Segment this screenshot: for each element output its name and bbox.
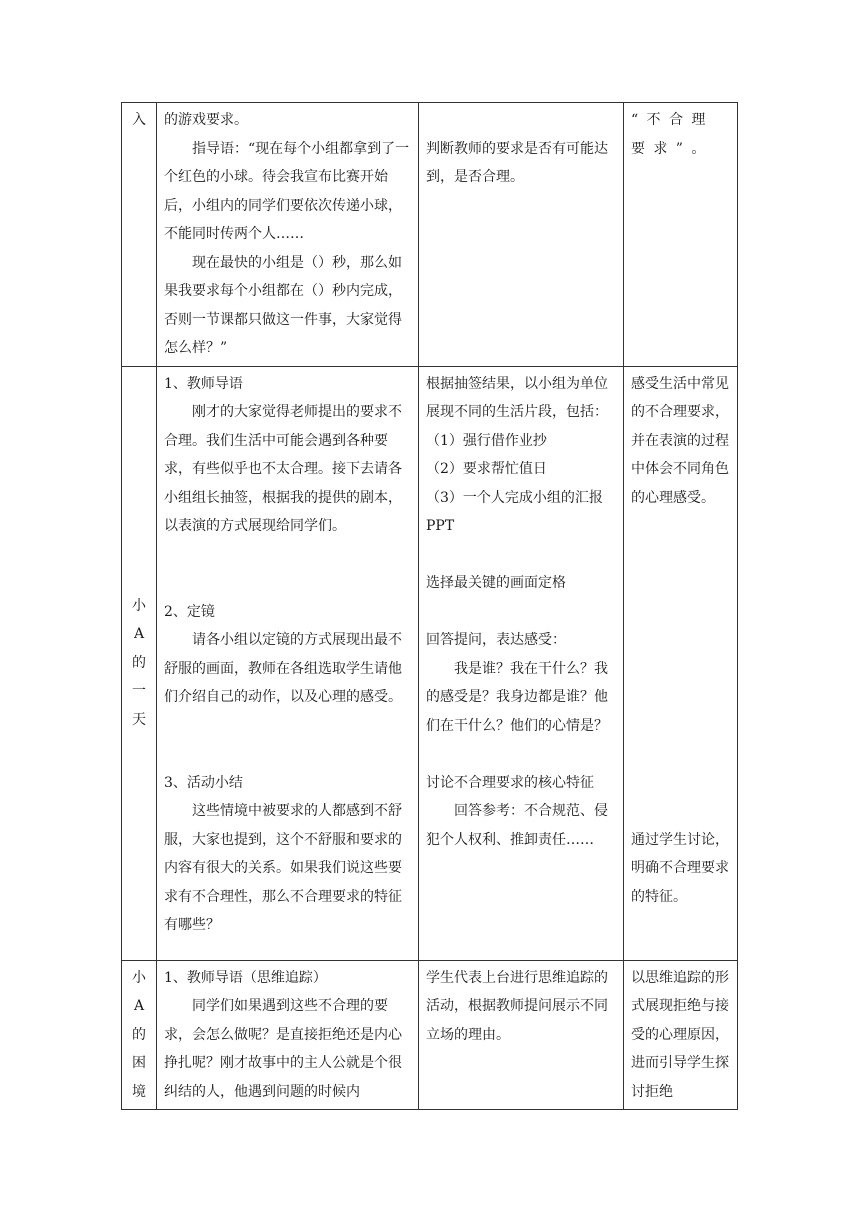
paragraph: 以思维追踪的形式展现拒绝与接受的心理原因，进而引导学生探讨拒绝 — [631, 969, 729, 1100]
list-item: （1）强行借作业抄 — [426, 432, 547, 449]
intent-cell — [624, 366, 738, 960]
table-row — [122, 960, 738, 1110]
table-row — [122, 103, 738, 367]
paragraph: 同学们如果遇到这些不合理的要求，会怎么做呢？是直接拒绝还是内心挣扎呢？刚才故事中的主人公就是个很纠结的人，他遇到问题的时候内 — [164, 998, 402, 1100]
paragraph: 指导语：“现在每个小组都拿到了一个红色的小球。待会我宣布比赛开始后，小组内的同学们要依次传递小球，不能同时传两个人…… — [164, 140, 410, 242]
list-item: （3）一个人完成小组的汇报PPT — [426, 489, 603, 534]
stage-label: 小A的困境 — [132, 969, 146, 1100]
paragraph: 选择最关键的画面定格 — [426, 575, 566, 591]
table-row — [122, 366, 738, 960]
paragraph: 我是谁？我在干什么？我的感受是？我身边都是谁？他们在干什么？他们的心情是？ — [426, 660, 608, 734]
activity-cell — [157, 366, 419, 960]
stage-cell — [122, 366, 157, 960]
activity-cell — [157, 960, 419, 1110]
paragraph: “不合理要求”。 — [631, 112, 714, 157]
step-title: 1、教师导语 — [164, 375, 243, 392]
step-title: 2、定镜 — [164, 603, 215, 620]
paragraph: 回答参考：不合规范、侵犯个人权利、推卸责任…… — [426, 803, 608, 848]
student-cell — [419, 366, 624, 960]
paragraph: 的游戏要求。 — [164, 112, 248, 128]
stage-cell — [122, 960, 157, 1110]
paragraph: 通过学生讨论，明确不合理要求的特征。 — [631, 831, 729, 905]
activity-cell — [157, 103, 419, 367]
student-cell — [419, 960, 624, 1110]
paragraph: 学生代表上台进行思维追踪的活动，根据教师提问展示不同立场的理由。 — [426, 969, 608, 1043]
paragraph: 现在最快的小组是（）秒，那么如果我要求每个小组都在（）秒内完成，否则一节课都只做这一件事，大家觉得怎么样？” — [164, 254, 402, 356]
paragraph: 请各小组以定镜的方式展现出最不舒服的画面，教师在各组选取学生请他们介绍自己的动作，以及心理的感受。 — [164, 632, 402, 705]
paragraph: 根据抽签结果，以小组为单位展现不同的生活片段，包括： — [426, 375, 608, 420]
lesson-plan-table — [121, 102, 738, 1110]
step-title: 1、教师导语（思维追踪） — [164, 969, 327, 986]
paragraph: 这些情境中被要求的人都感到不舒服，大家也提到，这个不舒服和要求的内容有很大的关系。如果我们说这些要求有不合理性，那么不合理要求的特征有哪些？ — [164, 803, 402, 933]
stage-label: 小A的一天 — [132, 597, 146, 728]
stage-label: 入 — [132, 112, 146, 128]
list-item: （2）要求帮忙值日 — [426, 461, 547, 477]
paragraph: 判断教师的要求是否有可能达到，是否合理。 — [426, 140, 608, 185]
student-cell — [419, 103, 624, 367]
paragraph: 刚才的大家觉得老师提出的要求不合理。我们生活中可能会遇到各种要求，有些似乎也不太合理。接下去请各小组组长抽签，根据我的提供的剧本，以表演的方式展现给同学们。 — [164, 404, 402, 534]
paragraph: 讨论不合理要求的核心特征 — [426, 774, 594, 791]
intent-cell — [624, 960, 738, 1110]
step-title: 3、活动小结 — [164, 774, 243, 791]
stage-cell — [122, 103, 157, 367]
paragraph: 感受生活中常见的不合理要求，并在表演的过程中体会不同角色的心理感受。 — [631, 375, 729, 506]
intent-cell — [624, 103, 738, 367]
paragraph: 回答提问，表达感受： — [426, 632, 566, 648]
